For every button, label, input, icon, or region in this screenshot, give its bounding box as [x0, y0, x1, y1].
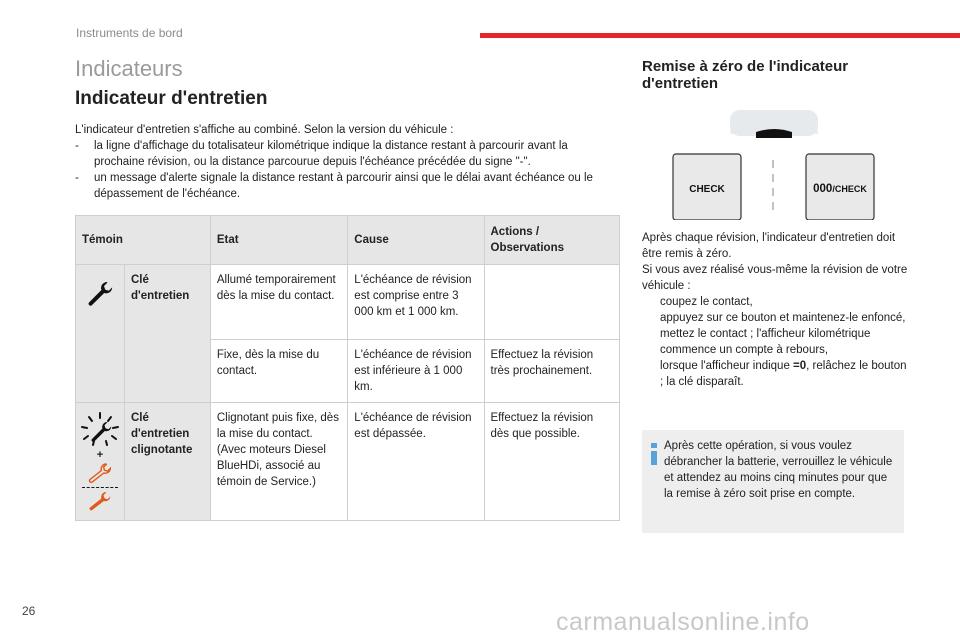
cell-actions [484, 265, 620, 340]
step-marker-icon [642, 358, 660, 390]
check-button [673, 154, 741, 220]
zero-check-label: CHECK [834, 184, 867, 194]
intro-bullet-1: la ligne d'affichage du totalisateur kilométrique indique la distance restant à parcourir avant la prochaine révision, ou la distance parcourue depuis l'échéance précédée du signe "-". [94, 140, 568, 168]
intro-bullet-2: un message d'alerte signale la distance restant à parcourir ainsi que le délai avant échéance ou le dépassement de l'échéance. [94, 172, 593, 200]
intro-text [75, 122, 620, 202]
list-item: - la ligne d'affichage du totalisateur kilométrique indique la distance restant à parcourir avant la prochaine révision, ou la distance parcourue depuis l'échéance précédée du signe "-". [75, 138, 620, 170]
header-actions: Actions / Observations [484, 216, 620, 265]
wrench-orange-icon [85, 490, 115, 512]
page-title: Indicateur d'entretien [75, 88, 268, 109]
running-header: Instruments de bord [76, 26, 183, 40]
blinking-wrench-icon [80, 411, 120, 449]
list-item: appuyez sur ce bouton et maintenez-le enfoncé, [642, 310, 912, 326]
table-row [76, 403, 620, 521]
check-button-label: CHECK [689, 184, 725, 195]
watermark: carmanualsonline.info [556, 608, 810, 636]
header-accent-bar [480, 33, 960, 38]
dashed-separator [82, 487, 118, 488]
cell-etat: Fixe, dès la mise du contact. [210, 340, 347, 403]
section-title: Indicateurs [75, 56, 183, 81]
reset-instructions [642, 230, 912, 390]
plus-sign: + [96, 449, 104, 461]
cell-etat: Clignotant puis fixe, dès la mise du contact. (Avec moteurs Diesel BlueHDi, associé au témoin de Service.) [210, 403, 347, 521]
info-icon [650, 443, 658, 465]
step-marker-icon [642, 294, 660, 310]
cell-cause: L'échéance de révision est dépassée. [348, 403, 484, 521]
maintenance-table [75, 215, 620, 521]
indicator-name: Clé d'entretien [125, 265, 211, 403]
cell-cause: L'échéance de révision est comprise entre 3 000 km et 1 000 km. [348, 265, 484, 340]
cell-etat: Allumé temporairement dès la mise du contact. [210, 265, 347, 340]
list-item: coupez le contact, [642, 294, 912, 310]
zero-check-button [806, 154, 874, 220]
reset-intro-1: Après chaque révision, l'indicateur d'entretien doit être remis à zéro. [642, 232, 896, 260]
cell-actions: Effectuez la révision dès que possible. [484, 403, 620, 521]
info-note [642, 430, 904, 533]
list-item: - un message d'alerte signale la distance restant à parcourir ainsi que le délai avant échéance ou le dépassement de l'échéance. [75, 170, 620, 202]
table-header-row [76, 216, 620, 265]
dashboard-illustration [670, 104, 880, 220]
wrench-icon [85, 279, 115, 309]
step-marker-icon [642, 326, 660, 358]
page-number: 26 [22, 604, 36, 618]
zero-label: 000 [813, 183, 833, 195]
header-etat: Etat [210, 216, 347, 265]
list-item: mettez le contact ; l'afficheur kilométrique commence un compte à rebours, [642, 326, 912, 358]
info-note-text: Après cette opération, si vous voulez débrancher la batterie, verrouillez le véhicule et attendez au moins cinq minutes pour que la remise à zéro soit prise en compte. [664, 440, 893, 500]
blinking-wrench-icon-cell [76, 403, 125, 521]
step-marker-icon [642, 310, 660, 326]
cell-cause: L'échéance de révision est inférieure à 1 000 km. [348, 340, 484, 403]
header-temoin: Témoin [76, 216, 211, 265]
list-item: lorsque l'afficheur indique =0, relâchez le bouton ; la clé disparaît. [642, 358, 912, 390]
header-cause: Cause [348, 216, 484, 265]
svg-text:000/CHECK: 000/CHECK [813, 183, 867, 195]
cell-actions: Effectuez la révision très prochainement. [484, 340, 620, 403]
reset-title: Remise à zéro de l'indicateur d'entretien [642, 58, 849, 92]
reset-intro-2: Si vous avez réalisé vous-même la révision de votre véhicule : [642, 264, 908, 292]
indicator-name: Clé d'entretien clignotante [125, 403, 211, 521]
table-row [76, 265, 620, 340]
intro-lead: L'indicateur d'entretien s'affiche au combiné. Selon la version du véhicule : [75, 124, 454, 136]
wrench-icon-cell [76, 265, 125, 403]
wrench-outline-orange-icon [85, 462, 115, 484]
